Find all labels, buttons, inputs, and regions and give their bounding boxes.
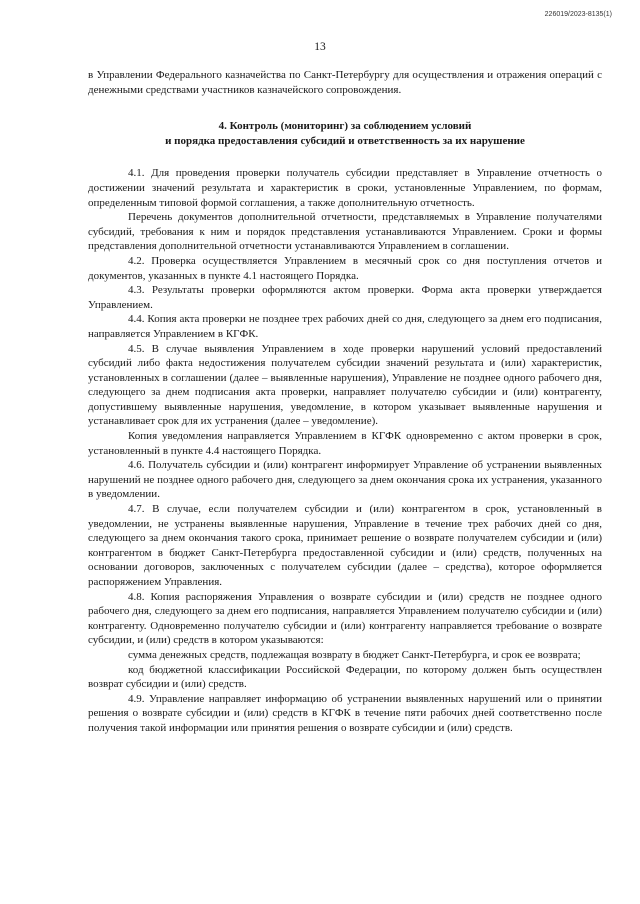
paragraph-notice-copy: Копия уведомления направляется Управлением в КГФК одновременно с актом проверки в срок, установленный в пункте 4.4 настоящего Порядка.	[88, 430, 602, 457]
paragraph-4-6: 4.6. Получатель субсидии и (или) контрагент информирует Управление об устранении выявленных нарушений не позднее одного рабочего дня, следующего за днем окончания срока их устранения, указанного в уведомлении.	[88, 459, 602, 501]
page-number: 13	[314, 41, 326, 53]
paragraph-4-3: 4.3. Результаты проверки оформляются актом проверки. Форма акта проверки утверждается Управлением.	[88, 284, 602, 311]
paragraph-4-9: 4.9. Управление направляет информацию об устранении выявленных нарушений или о принятии решения о возврате субсидии и (или) средств в КГФК в течение пяти рабочих дней соответственно после получения такой информации или принятия решения о возврате субсидии и (или) средств.	[88, 692, 602, 734]
paragraph-4-2: 4.2. Проверка осуществляется Управлением в месячный срок со дня поступления отчетов и документов, указанных в пункте 4.1 настоящего Порядка.	[88, 254, 602, 282]
paragraph-4-4: 4.4. Копия акта проверки не позднее трех рабочих дней со дня, следующего за днем его подписания, направляется Управлением в КГФК.	[88, 313, 602, 340]
paragraph-budget-code: код бюджетной классификации Российской Федерации, по которому должен быть осуществлен возврат субсидии и (или) средств.	[88, 663, 602, 691]
section-title-line-2: и порядка предоставления субсидий и ответственность за их нарушение	[165, 134, 525, 147]
intro-paragraph: в Управлении Федерального казначейства по Санкт-Петербургу для осуществления и отражения операций с денежными средствами участников казначейского сопровождения.	[88, 69, 602, 96]
paragraph-refund-amount: сумма денежных средств, подлежащая возврату в бюджет Санкт-Петербурга, и срок ее возврата;	[128, 648, 581, 661]
paragraph-4-1: 4.1. Для проведения проверки получатель субсидии представляет в Управление отчетность о достижении значений результата и характеристик в сроки, установленные Управлением, по формам, определенным типовой формой соглашения, а также дополнительную отчетность.	[88, 167, 602, 209]
paragraph-4-5: 4.5. В случае выявления Управлением в ходе проверки нарушений условий предоставлений субсидий либо факта недостижения получателем субсидии значений результата и (или) характеристик, установленных в соглашении (далее – выявленные нарушения), Управление не позднее одного рабочего дня, следующего за днем подписания акта проверки, направляет получателю субсидии и (или) контрагенту, допустившему выявленные нарушения, уведомление, в котором указывает выявленные нарушения и устанавливает срок для их устранения (далее – уведомление).	[88, 342, 602, 428]
page-content	[88, 68, 602, 736]
document-id: 226019/2023-8135(1)	[544, 11, 612, 18]
paragraph-additional-reporting: Перечень документов дополнительной отчетности, представляемых в Управление получателями субсидий, требования к ним и порядок представления устанавливаются Управлением. Сроки и формы представления дополнительной отчетности устанавливаются Управлением в соглашении.	[88, 211, 602, 253]
section-heading	[88, 119, 602, 148]
paragraph-4-7: 4.7. В случае, если получателем субсидии и (или) контрагентом в срок, установленный в уведомлении, не устранены выявленные нарушения, Управление в течение трех рабочих дней со дня, следующего за днем окончания такого срока, принимает решение о возврате получателем субсидии и (или) контрагентом в бюджет Санкт-Петербурга предоставленной субсидии и (или) средств, полученных на основании договоров, заключенных с получателем субсидии (далее – средства), которое оформляется распоряжением Управления.	[88, 503, 602, 588]
paragraph-4-8: 4.8. Копия распоряжения Управления о возврате субсидии и (или) средств не позднее одного рабочего дня, следующего за днем его подписания, направляется Управлением получателю субсидии и (или) контрагенту. Одновременно получателю субсидии и (или) контрагенту направляется требование о возврате субсидии, и (или) средств в котором указываются:	[88, 590, 602, 647]
section-title-line-1: 4. Контроль (мониторинг) за соблюдением условий	[218, 120, 472, 133]
